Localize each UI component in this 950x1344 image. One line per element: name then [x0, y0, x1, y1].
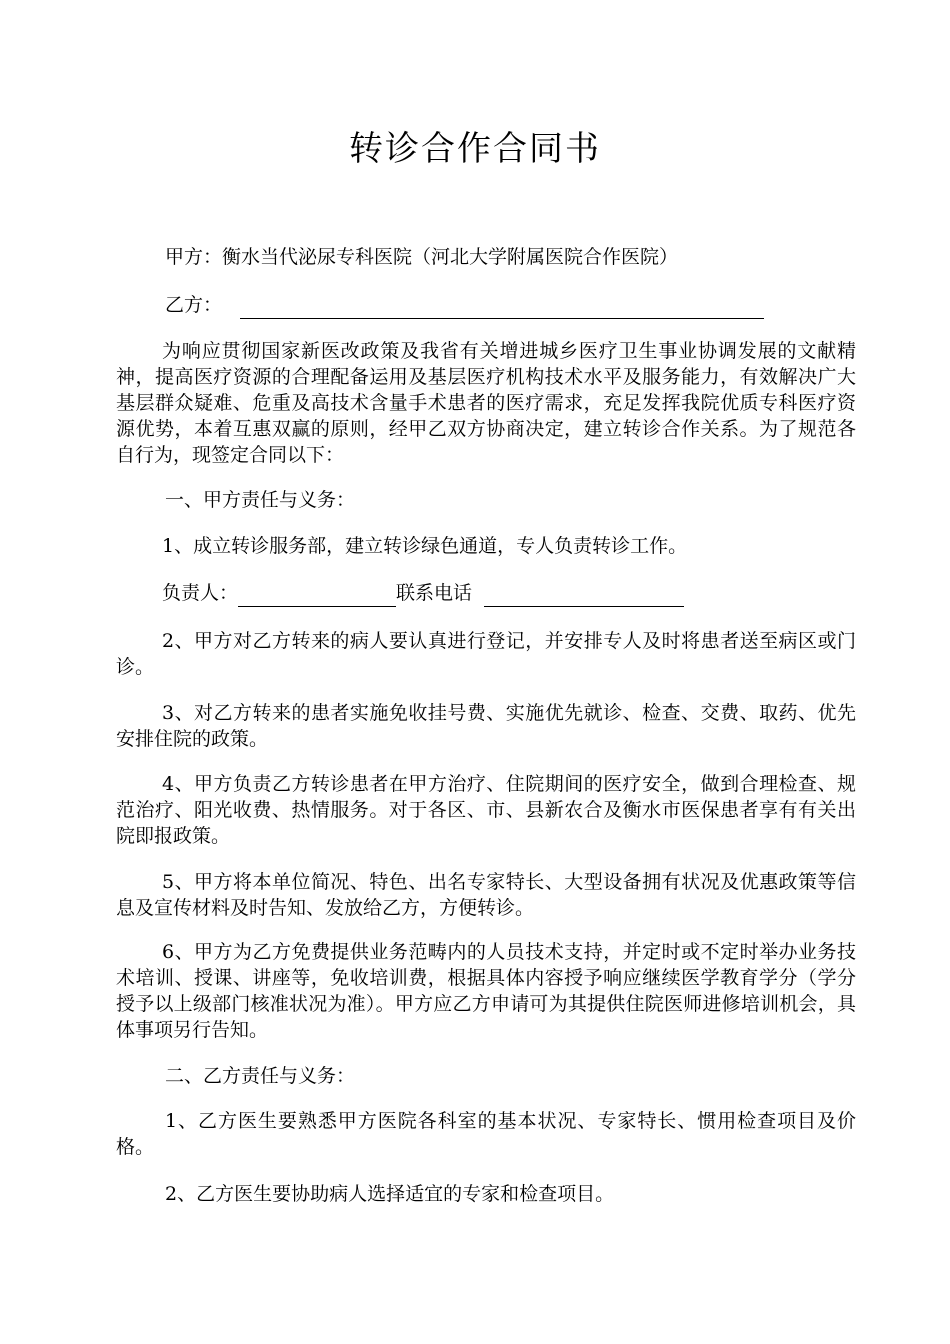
- party-a-line: 甲方：衡水当代泌尿专科医院（河北大学附属医院合作医院）: [165, 246, 679, 268]
- contact-phone-label: 联系电话: [396, 582, 473, 604]
- section1-item1: 1、成立转诊服务部，建立转诊绿色通道，专人负责转诊工作。: [162, 535, 688, 557]
- section1-item5: 5、甲方将本单位简况、特色、出名专家特长、大型设备拥有状况及优惠政策等信息及宣传材料及时告知、发放给乙方，方便转诊。: [116, 871, 856, 919]
- intro-paragraph: 为响应贯彻国家新医改政策及我省有关增进城乡医疗卫生事业协调发展的文献精神，提高医疗资源的合理配备运用及基层医疗机构技术水平及服务能力，有效解决广大基层群众疑难、危重及高技术含量手术患者的医疗需求，充足发挥我院优质专科医疗资源优势，本着互惠双赢的原则，经甲乙双方协商决定，建立转诊合作关系。为了规范各自行为，现签定合同以下：: [116, 340, 856, 466]
- section1-item6: 6、甲方为乙方免费提供业务范畴内的人员技术支持，并定时或不定时举办业务技术培训、授课、讲座等，免收培训费，根据具体内容授予响应继续医学教育学分（学分授予以上级部门核准状况为准）。甲方应乙方申请可为其提供住院医师进修培训机会，具体事项另行告知。: [116, 941, 856, 1041]
- section2-item2: 2、乙方医生要协助病人选择适宜的专家和检查项目。: [165, 1183, 615, 1205]
- contact-phone-blank: [484, 586, 684, 607]
- party-b-blank: [240, 298, 764, 319]
- section2-item1: 1、乙方医生要熟悉甲方医院各科室的基本状况、专家特长、惯用检查项目及价格。: [116, 1110, 856, 1158]
- party-b-label: 乙方：: [165, 294, 223, 316]
- section1-item4: 4、甲方负责乙方转诊患者在甲方治疗、住院期间的医疗安全，做到合理检查、规范治疗、阳光收费、热情服务。对于各区、市、县新农合及衡水市医保患者享有有关出院即报政策。: [116, 773, 856, 847]
- party-b-line: [165, 291, 764, 319]
- section1-item3: 3、对乙方转来的患者实施免收挂号费、实施优先就诊、检查、交费、取药、优先安排住院的政策。: [116, 702, 856, 750]
- contact-person-blank: [238, 586, 396, 607]
- section1-heading: 一、甲方责任与义务：: [165, 489, 356, 511]
- section1-item2: 2、甲方对乙方转来的病人要认真进行登记，并安排专人及时将患者送至病区或门诊。: [116, 630, 856, 678]
- contact-person-label: 负责人：: [162, 582, 239, 604]
- section2-heading: 二、乙方责任与义务：: [165, 1065, 356, 1087]
- contact-line: [162, 579, 684, 607]
- document-title: 转诊合作合同书: [349, 129, 601, 169]
